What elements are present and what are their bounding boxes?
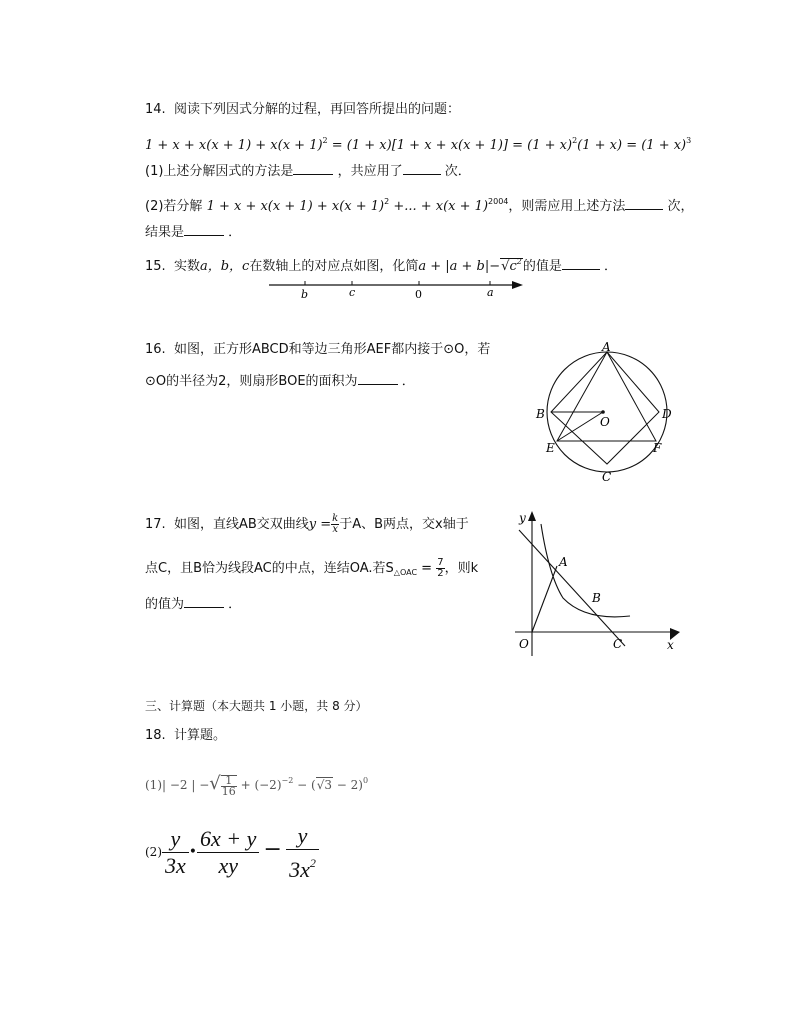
q14-part2-result: 结果是 ． [145, 225, 242, 240]
q16-label-B: B [536, 407, 545, 421]
q15-label-c: c [349, 286, 356, 299]
q14-blank-4[interactable] [184, 223, 224, 236]
q16-label-E: E [546, 441, 555, 455]
q14-part1: (1)上述分解因式的方法是 ，共应用了 次． [145, 164, 471, 179]
q16-line2: ⊙O的半径为2，则扇形BOE的面积为 ． [145, 374, 415, 389]
q17-line3: 的值为 ． [145, 597, 242, 612]
q17-label-x: x [667, 638, 674, 652]
section3-title: 三、计算题（本大题共 1 小题，共 8 分） [145, 699, 368, 713]
q16-blank[interactable] [358, 372, 398, 385]
q14-stem-line [145, 101, 460, 119]
q16-label-C: C [602, 470, 612, 484]
q17-label-C: C [613, 637, 623, 651]
q16-circle-figure [528, 338, 688, 488]
q16-label-F: F [653, 441, 662, 455]
q15-label-a: a [487, 286, 494, 299]
q17-blank[interactable] [184, 595, 224, 608]
q16-label-D: D [662, 407, 672, 421]
q17-label-O: O [519, 637, 529, 651]
q14-equation: $1 + x + x(x + 1) + x(x + 1)^2 = (1 + x)[1 + x + x(x + 1)] = (1 + x)^2(1 + x) = (1 + x)^3$ [145, 136, 692, 153]
q14-blank-3[interactable] [625, 197, 663, 210]
q16-label-A: A [602, 340, 611, 354]
q16-label-O: O [600, 415, 610, 429]
q14-part2: (2)若分解 $1 + x + x(x + 1) + x(x + 1)^2$ +... + $x(x + 1)^{2004}$，则需应用上述方法 次， [145, 197, 694, 214]
q16-line1: 16. 如图，正方形ABCD和等边三角形AEF都内接于⊙O，若 [145, 342, 491, 357]
q14-blank-1[interactable] [293, 162, 333, 175]
q17-hyperbola-figure [505, 506, 685, 668]
q14-number: 14. [145, 102, 166, 117]
q17-label-y: y [519, 511, 526, 525]
q15-label-zero: 0 [415, 288, 422, 301]
q15-number-line [265, 276, 530, 304]
q17-line1: 17. 如图，直线AB交双曲线y = $\frac{k}{x}$ 于A、B两点，交x轴于 [145, 513, 469, 535]
q18-part2: (2) $\frac{y}{3x}$ • $\frac{6x + y}{xy}$ − $\frac{y}{3x^2}$ [145, 822, 319, 883]
q18-stem: 18. 计算题。 [145, 728, 226, 743]
q15-label-b: b [301, 288, 309, 301]
q17-label-B: B [592, 591, 601, 605]
q17-label-A: A [559, 555, 568, 569]
q15-blank[interactable] [562, 257, 600, 270]
q17-line2: 点C，且B恰为线段AC的中点，连结OA.若$S_{\triangle OAC}$ = $\frac{7}{2}$ ，则k [145, 557, 479, 579]
q14-blank-2[interactable] [403, 162, 441, 175]
q14-stem: 阅读下列因式分解的过程，再回答所提出的问题： [173, 102, 460, 117]
q15-stem: 15. 实数a，b，c在数轴上的对应点如图，化简$a + |a + b|-√c^2$的值是 ． [145, 257, 617, 274]
q18-part1: (1)| −2 | −√ $\frac{1}{16}$ + $(-2)^{-2} - (√3 - 2)^0$ [145, 773, 369, 798]
